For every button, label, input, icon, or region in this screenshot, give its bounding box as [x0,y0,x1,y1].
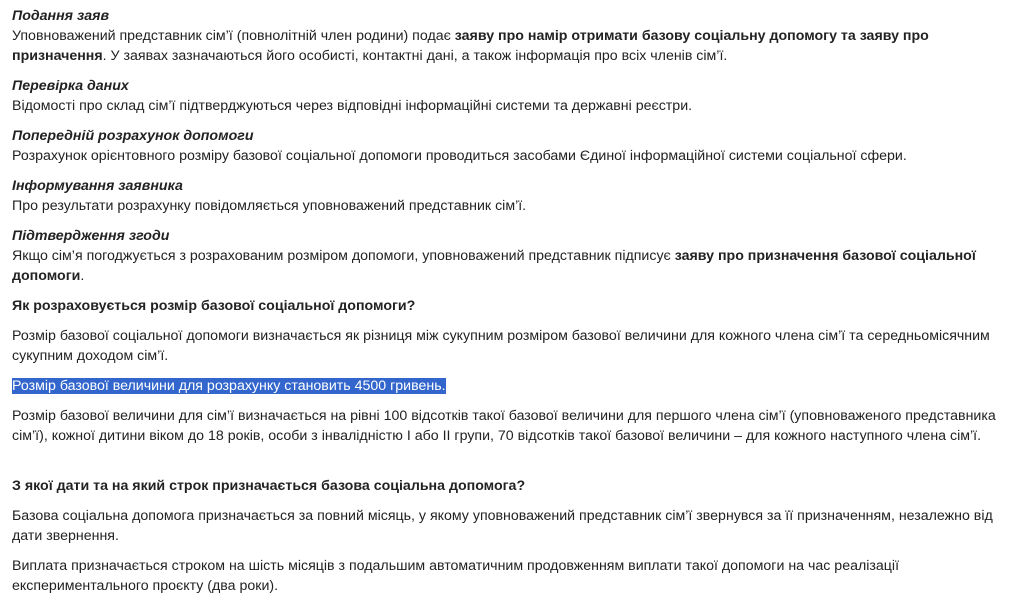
step-consent-confirmation [12,226,1012,286]
paragraph-base-amount [12,376,1012,396]
step-data-verification [12,76,1012,116]
step-title: Підтвердження згоди [12,228,170,244]
paragraph-payment-period: Виплата призначається строком на шість місяців з подальшим автоматичним продовженням виплати такої допомоги на час реалізації експериментального проєкту (два роки). [12,558,900,594]
step-text: Про результати розрахунку повідомляється уповноважений представник сім’ї. [12,198,527,214]
paragraph-assignment-month: Базова соціальна допомога призначається за повний місяць, у якому уповноважений представник сім’ї звернувся за її призначенням, незалежно від дати звернення. [12,508,993,544]
paragraph-calculation-definition: Розмір базової соціальної допомоги визначається як різниця між сукупним розміром базової величини для кожного члена сім’ї та середньомісячним сукупним доходом сім’ї. [12,328,990,364]
selected-text: Розмір базової величини для розрахунку становить 4500 гривень. [12,378,446,394]
step-text: Розрахунок орієнтовного розміру базової соціальної допомоги проводиться засобами Єдиної інформаційної системи соціальної сфери. [12,148,907,164]
step-title: Подання заяв [12,8,110,24]
step-preliminary-calculation [12,126,1012,166]
step-title: Перевірка даних [12,78,129,94]
step-text: Якщо сім’я погоджується з розрахованим розміром допомоги, уповноважений представник підписує заяву про призначення базової соціальної допомоги. [12,248,976,284]
paragraph-family-base-amount: Розмір базової величини для сім’ї визначається на рівні 100 відсотків такої базової величини для першого члена сім’ї (уповноваженого представника сім’ї), кожної дитини віком до 18 років, особи з інвалідністю I або II групи, 70 відсотків такої базової величини – для кожного наступного члена сім’ї. [12,408,996,444]
step-submit-applications [12,6,1012,66]
step-text: Уповноважений представник сім’ї (повнолітній член родини) подає заяву про намір отримати базову соціальну допомогу та заяву про призначення. У заявах зазначаються його особисті, контактні дані, а також інформація про всіх членів сім’ї. [12,28,929,64]
step-title: Попередній розрахунок допомоги [12,128,254,144]
section-heading-calculation: Як розраховується розмір базової соціальної допомоги? [12,298,416,314]
step-inform-applicant [12,176,1012,216]
step-title: Інформування заявника [12,178,183,194]
section-heading-assignment-date: З якої дати та на який строк призначається базова соціальна допомога? [12,478,526,494]
step-text: Відомості про склад сім’ї підтверджуються через відповідні інформаційні системи та державні реєстри. [12,98,693,114]
